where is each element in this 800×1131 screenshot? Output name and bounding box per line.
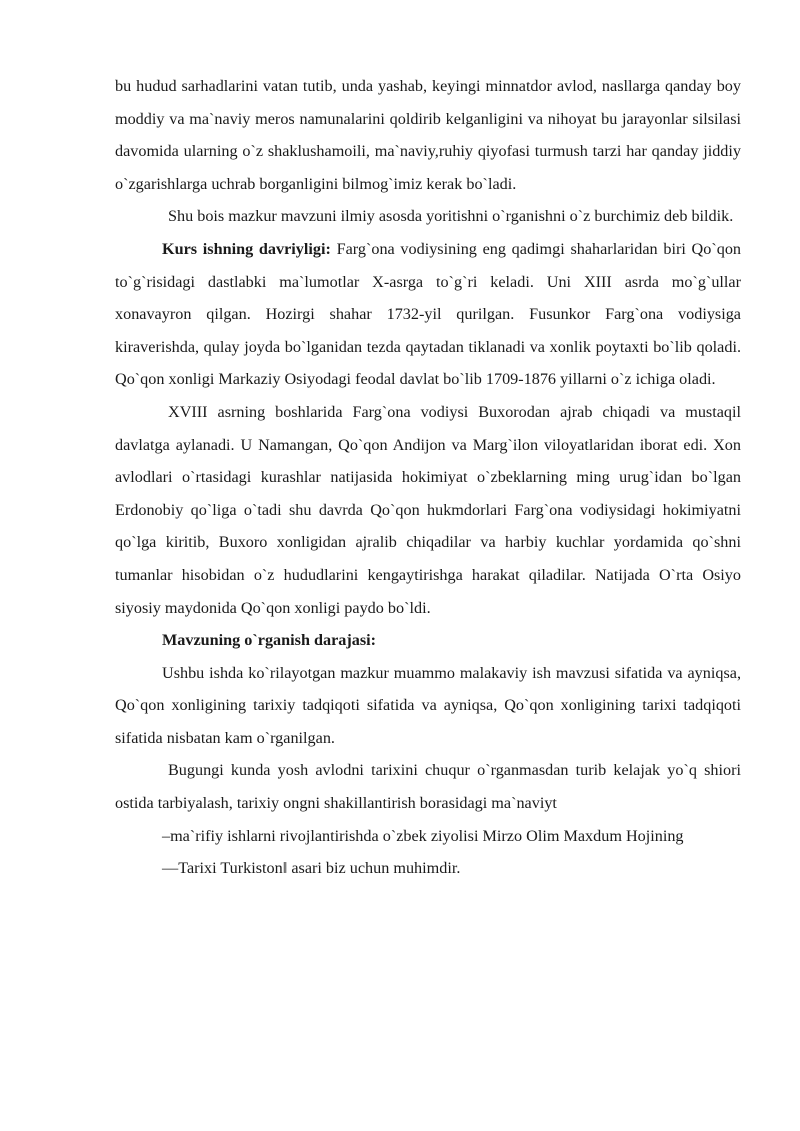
paragraph-8: ―Tarixi Turkiston‖ asari biz uchun muhimdir. [162,859,461,878]
paragraph-3 [115,233,741,396]
paragraph-6: Bugungi kunda yosh avlodni tarixini chuqur o`rganmasdan turib kelajak yo`q shiori ostida tarbiyalash, tarixiy ongni shakillantirish borasidagi ma`naviyt [115,761,741,813]
paragraph-5: Ushbu ishda ko`rilayotgan mazkur muammo malakaviy ish mavzusi sifatida va ayniqsa, Qo`qon xonligining tarixiy tadqiqoti sifatida va ayniqsa, Qo`qon xonligining tarixi tadqiqoti sifatida nisbatan kam o`rganilgan. [115,663,741,747]
paragraph-3-label: Kurs ishning davriyligi: [162,239,331,258]
paragraph-7: –ma`rifiy ishlarni rivojlantirishda o`zbek ziyolisi Mirzo Olim Maxdum Hojining [162,826,684,845]
paragraph-2: Shu bois mazkur mavzuni ilmiy asosda yoritishni o`rganishni o`z burchimiz deb bildik. [168,207,734,226]
section-heading: Mavzuning o`rganish darajasi: [162,631,377,650]
paragraph-3-text: Farg`ona vodiysining eng qadimgi shaharlaridan biri Qo`qon to`g`risidagi dastlabki ma`lumotlar X-asrga to`g`ri keladi. Uni XIII asrda mo`g`ullar xonavayron qilgan. Hozirgi shahar 1732-yil qurilgan. Fusunkor Farg`ona vodiysiga kiraverishda, qulay joyda bo`lganidan tezda qaytadan tiklanadi va xonlik poytaxti bo`lib qoladi. Qo`qon xonligi Markaziy Osiyodagi feodal davlat bo`lib 1709-1876 yillarni o`z ichiga oladi. [115,239,742,389]
paragraph-1: bu hudud sarhadlarini vatan tutib, unda yashab, keyingi minnatdor avlod, nasllarga qanday boy moddiy va ma`naviy meros namunalarini qoldirib kelganligini va nihoyat bu jarayonlar silsilasi davomida ularning o`z shaklushamoili, ma`naviy,ruhiy qiyofasi turmush tarzi har qanday jiddiy o`zgarishlarga uchrab borganligini bilmog`imiz kerak bo`ladi. [115,77,741,193]
paragraph-4: XVIII asrning boshlarida Farg`ona vodiysi Buxorodan ajrab chiqadi va mustaqil davlatga aylanadi. U Namangan, Qo`qon Andijon va Marg`ilon viloyatlaridan iborat edi. Xon avlodlari o`rtasidagi kurashlar natijasida hokimiyat o`zbeklarning ming urug`idan bo`lgan Erdonobiy qo`liga o`tadi shu davrda Qo`qon hukmdorlari Farg`ona vodiysidagi hokimiyatni qo`lga kiritib, Buxoro xonligidan ajralib chiqadilar va harbiy kuchlar yordamida qo`shni tumanlar hisobidan o`z hududlarini kengaytirishga harakat qiladilar. Natijada O`rta Osiyo siyosiy maydonida Qo`qon xonligi paydo bo`ldi. [115,402,741,617]
document-page [115,70,741,885]
